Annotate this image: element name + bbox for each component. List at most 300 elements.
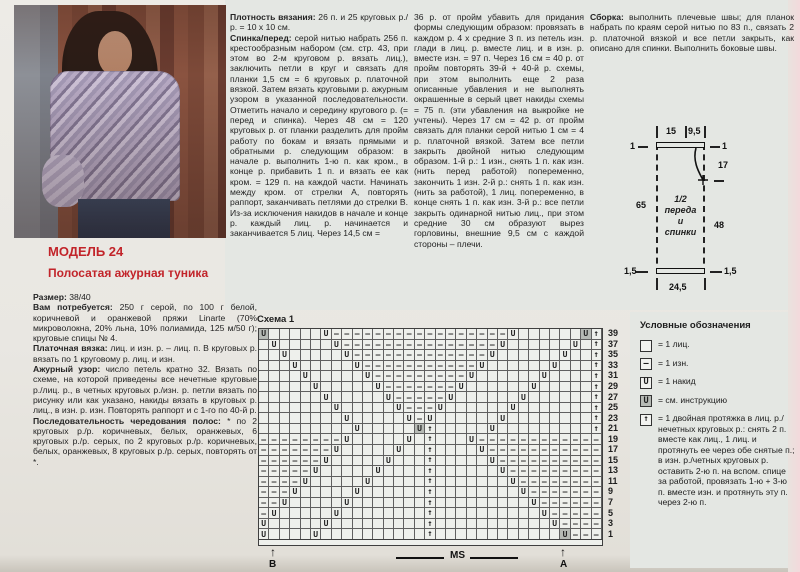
- chart-cell: [498, 392, 508, 403]
- chart-cell: [581, 361, 591, 372]
- chart-cell: [498, 403, 508, 414]
- chart-cell: [456, 413, 466, 424]
- chart-cell: [384, 371, 394, 382]
- chart-cell: [571, 508, 581, 519]
- chart-cell: [560, 382, 570, 393]
- chart-cell: [540, 487, 550, 498]
- chart-cell: [353, 361, 363, 372]
- chart-title: Схема 1: [257, 314, 295, 325]
- chart-cell: [425, 498, 435, 509]
- chart-cell: [488, 382, 498, 393]
- chart-cell: [259, 424, 269, 435]
- chart-cell: [592, 498, 602, 509]
- chart-cell: [415, 466, 425, 477]
- chart-cell: [477, 340, 487, 351]
- chart-cell: [519, 487, 529, 498]
- chart-cell: [290, 329, 300, 340]
- lace-chart: [258, 328, 619, 570]
- chart-cell: [269, 434, 279, 445]
- measure-bottom-right: 1,5: [724, 266, 737, 276]
- chart-cell: [508, 519, 518, 530]
- chart-cell: [508, 434, 518, 445]
- chart-cell: [581, 424, 591, 435]
- chart-cell: [488, 487, 498, 498]
- chart-cell: [259, 456, 269, 467]
- chart-cell: [384, 329, 394, 340]
- chart-cell: [508, 477, 518, 488]
- chart-cell: [404, 519, 414, 530]
- chart-cell: [290, 424, 300, 435]
- chart-cell: [301, 350, 311, 361]
- chart-cell: [290, 456, 300, 467]
- pattern-title: Полосатая ажурная туника: [48, 266, 209, 280]
- chart-cell: [332, 361, 342, 372]
- chart-cell: [301, 413, 311, 424]
- chart-cell: [269, 382, 279, 393]
- chart-cell: [404, 477, 414, 488]
- chart-cell: [353, 508, 363, 519]
- chart-cell: [508, 445, 518, 456]
- chart-cell: [436, 329, 446, 340]
- chart-cell: [540, 434, 550, 445]
- chart-cell: [384, 487, 394, 498]
- chart-cell: [301, 445, 311, 456]
- chart-cell: [571, 403, 581, 414]
- marker-b-arrow: ↑: [270, 545, 276, 559]
- chart-cell: [425, 403, 435, 414]
- chart-cell: [550, 340, 560, 351]
- instructions-column-2: [414, 12, 584, 249]
- chart-cell: [342, 413, 352, 424]
- chart-cell: [425, 519, 435, 530]
- legend-item: [640, 413, 796, 508]
- chart-cell: [373, 477, 383, 488]
- chart-row-number: 11: [608, 475, 618, 486]
- chart-cell: [436, 382, 446, 393]
- chart-cell: [550, 424, 560, 435]
- ms-line-2: [470, 557, 518, 559]
- chart-cell: [353, 340, 363, 351]
- chart-cell: [301, 508, 311, 519]
- chart-cell: [477, 392, 487, 403]
- chart-cell: [529, 371, 539, 382]
- chart-cell: [540, 424, 550, 435]
- chart-cell: [519, 424, 529, 435]
- chart-cell: [550, 487, 560, 498]
- chart-cell: [529, 424, 539, 435]
- chart-cell: [353, 413, 363, 424]
- chart-cell: [540, 477, 550, 488]
- chart-cell: [384, 445, 394, 456]
- chart-cell: [519, 350, 529, 361]
- chart-cell: [353, 382, 363, 393]
- chart-cell: [415, 392, 425, 403]
- chart-cell: [581, 340, 591, 351]
- chart-cell: [467, 434, 477, 445]
- chart-cell: [540, 340, 550, 351]
- paragraph-lead: Размер:: [33, 292, 67, 302]
- chart-cell: [373, 498, 383, 509]
- chart-cell: [446, 413, 456, 424]
- chart-cell: [332, 340, 342, 351]
- chart-cell: [384, 508, 394, 519]
- chart-cell: [488, 340, 498, 351]
- chart-cell: [394, 456, 404, 467]
- chart-cell: [488, 392, 498, 403]
- chart-cell: [373, 519, 383, 530]
- chart-cell: [269, 487, 279, 498]
- chart-cell: [321, 477, 331, 488]
- chart-cell: [321, 519, 331, 530]
- chart-cell: [404, 382, 414, 393]
- chart-cell: [332, 403, 342, 414]
- chart-cell: [571, 519, 581, 530]
- chart-cell: [259, 382, 269, 393]
- chart-cell: [301, 361, 311, 372]
- chart-cell: [384, 519, 394, 530]
- paragraph: Сборка: выполнить плечевые швы; для планок набрать по краям серой нитью по 83 п., связать 2 р. платочной вязкой и все петли закрыть, как описано для спинки. Выполнить боковые швы.: [590, 12, 794, 53]
- chart-cell: [446, 329, 456, 340]
- chart-cell: [301, 329, 311, 340]
- chart-cell: [404, 350, 414, 361]
- chart-cell: [311, 403, 321, 414]
- chart-cell: [456, 350, 466, 361]
- chart-cell: [404, 424, 414, 435]
- chart-cell: [508, 413, 518, 424]
- chart-cell: [311, 340, 321, 351]
- chart-cell: [332, 508, 342, 519]
- chart-cell: [404, 445, 414, 456]
- chart-cell: [488, 477, 498, 488]
- chart-cell: [540, 392, 550, 403]
- chart-cell: [384, 382, 394, 393]
- chart-cell: [280, 382, 290, 393]
- chart-cell: [321, 340, 331, 351]
- chart-cell: [519, 508, 529, 519]
- chart-cell: [498, 445, 508, 456]
- chart-cell: [467, 456, 477, 467]
- chart-cell: [415, 456, 425, 467]
- chart-row-number: 19: [608, 433, 619, 444]
- chart-cell: [529, 487, 539, 498]
- chart-cell: [373, 466, 383, 477]
- chart-cell: [342, 445, 352, 456]
- chart-cell: [456, 392, 466, 403]
- chart-cell: [363, 477, 373, 488]
- chart-cell: [456, 340, 466, 351]
- chart-cell: [290, 466, 300, 477]
- chart-cell: [550, 456, 560, 467]
- chart-cell: [550, 508, 560, 519]
- chart-cell: [321, 466, 331, 477]
- chart-cell: [415, 519, 425, 530]
- marker-b-label: В: [269, 559, 277, 570]
- chart-cell: [436, 434, 446, 445]
- chart-cell: [477, 498, 487, 509]
- chart-cell: [498, 361, 508, 372]
- chart-cell: [477, 413, 487, 424]
- legend-item: [640, 376, 796, 389]
- chart-cell: [592, 477, 602, 488]
- chart-cell: [280, 477, 290, 488]
- chart-cell: [519, 519, 529, 530]
- chart-cell: [353, 498, 363, 509]
- chart-cell: [592, 361, 602, 372]
- chart-cell: [269, 466, 279, 477]
- chart-cell: [477, 466, 487, 477]
- chart-cell: [269, 392, 279, 403]
- chart-cell: [342, 392, 352, 403]
- chart-cell: [280, 498, 290, 509]
- chart-row-number: 35: [608, 349, 619, 360]
- chart-cell: [259, 392, 269, 403]
- chart-cell: [404, 392, 414, 403]
- chart-cell: [342, 350, 352, 361]
- chart-cell: [560, 466, 570, 477]
- chart-cell: [332, 382, 342, 393]
- chart-cell: [342, 329, 352, 340]
- chart-cell: [384, 424, 394, 435]
- model-photo: [14, 5, 226, 238]
- chart-cell: [404, 329, 414, 340]
- model-number-heading: МОДЕЛЬ 24: [48, 244, 124, 259]
- chart-cell: [415, 477, 425, 488]
- chart-cell: [280, 371, 290, 382]
- chart-cell: [353, 487, 363, 498]
- chart-cell: [467, 403, 477, 414]
- chart-cell: [550, 392, 560, 403]
- chart-cell: [477, 371, 487, 382]
- chart-cell: [425, 424, 435, 435]
- chart-cell: [446, 487, 456, 498]
- chart-cell: [560, 477, 570, 488]
- chart-row-number: 7: [608, 497, 614, 508]
- chart-cell: [342, 498, 352, 509]
- chart-cell: [415, 424, 425, 435]
- chart-cell: [321, 329, 331, 340]
- chart-cell: [498, 434, 508, 445]
- chart-row-number: 29: [608, 381, 619, 391]
- chart-cell: [290, 403, 300, 414]
- chart-cell: [456, 329, 466, 340]
- chart-cell: [311, 350, 321, 361]
- chart-cell: [332, 466, 342, 477]
- chart-cell: [436, 477, 446, 488]
- chart-cell: [301, 371, 311, 382]
- chart-cell: [508, 350, 518, 361]
- chart-cell: [373, 340, 383, 351]
- chart-cell: [280, 508, 290, 519]
- chart-cell: [540, 445, 550, 456]
- chart-cell: [488, 329, 498, 340]
- paragraph-lead: Платочная вязка:: [33, 343, 108, 354]
- chart-cell: [373, 403, 383, 414]
- chart-cell: [436, 413, 446, 424]
- chart-cell: [592, 392, 602, 403]
- chart-cell: [259, 498, 269, 509]
- chart-cell: [581, 508, 591, 519]
- chart-cell: [592, 340, 602, 351]
- chart-cell: [415, 350, 425, 361]
- chart-cell: [321, 413, 331, 424]
- chart-cell: [373, 434, 383, 445]
- chart-cell: [311, 392, 321, 403]
- chart-cell: [321, 487, 331, 498]
- chart-cell: [560, 392, 570, 403]
- chart-cell: [394, 519, 404, 530]
- chart-cell: [519, 456, 529, 467]
- chart-cell: [592, 487, 602, 498]
- chart-cell: [415, 329, 425, 340]
- chart-cell: [394, 466, 404, 477]
- chart-cell: [467, 361, 477, 372]
- chart-cell: [301, 519, 311, 530]
- chart-cell: [436, 340, 446, 351]
- chart-cell: [425, 434, 435, 445]
- chart-cell: [269, 508, 279, 519]
- chart-cell: [436, 424, 446, 435]
- chart-cell: [519, 434, 529, 445]
- chart-cell: [259, 434, 269, 445]
- chart-cell: [508, 508, 518, 519]
- chart-cell: [425, 413, 435, 424]
- legend-item: [640, 358, 796, 371]
- chart-cell: [415, 340, 425, 351]
- chart-cell: [311, 413, 321, 424]
- chart-cell: [311, 371, 321, 382]
- legend-item: [640, 395, 796, 408]
- chart-cell: [550, 329, 560, 340]
- chart-cell: [353, 445, 363, 456]
- chart-cell: [581, 382, 591, 393]
- chart-cell: [373, 445, 383, 456]
- chart-cell: [363, 392, 373, 403]
- chart-cell: [353, 456, 363, 467]
- measure-right-height: 48: [714, 220, 725, 230]
- chart-cell: [467, 329, 477, 340]
- chart-cell: [415, 361, 425, 372]
- chart-cell: [467, 519, 477, 530]
- chart-cell: [446, 456, 456, 467]
- chart-cell: [404, 371, 414, 382]
- chart-cell: [456, 361, 466, 372]
- chart-cell: [592, 413, 602, 424]
- tick: [714, 180, 724, 182]
- chart-cell: [425, 466, 435, 477]
- chart-row-number: 21: [608, 423, 619, 434]
- chart-cell: [394, 434, 404, 445]
- chart-cell: [425, 487, 435, 498]
- chart-cell: [571, 487, 581, 498]
- chart-cell: [384, 403, 394, 414]
- chart-cell: [290, 371, 300, 382]
- chart-cell: [280, 466, 290, 477]
- chart-cell: [332, 392, 342, 403]
- chart-cell: [321, 392, 331, 403]
- legend-item-text: = 1 лиц.: [658, 339, 690, 349]
- chart-cell: [332, 413, 342, 424]
- chart-cell: [290, 413, 300, 424]
- chart-cell: [280, 361, 290, 372]
- chart-cell: [550, 371, 560, 382]
- chart-cell: [342, 456, 352, 467]
- paragraph: Плотность вязания: 26 п. и 25 круговых р./р. = 10 х 10 см.: [230, 12, 408, 33]
- chart-cell: [363, 498, 373, 509]
- chart-cell: [311, 445, 321, 456]
- paragraph: Спинка/перед: серой нитью набрать 256 п. крестообразным набором (см. стр. 43, при этом во 2-м круговом р. вязать лиц.), заключить петли в круг и связать для планки 1,5 см = 6 круговых р. платочной вязкой. Затем вязать круговыми р. ажурным узором в указанной последовательности. Отметить начало и середину кругового р. (= перед и спинка). Через 48 см = 120 круговых р. от планки разделить для пройм работу по бокам и вязать прямыми и обратными р. следующим образом: в начале р. выполнить 1-ю п. как кром., в конце р. прибавить 1 п. и вязать ее как кром. = 129 п. на каждой части. Начинать между кром. от стрелки А, повторять раппорт, заканчивать петлями до стрелки В. Из-за исключения накидов в начале и конце р. каждый лиц. р. начинается и заканчивается 5 лиц. Через 14,5 см =: [230, 32, 408, 239]
- paragraph: Размер: 38/40: [33, 292, 91, 302]
- chart-cell: [488, 350, 498, 361]
- chart-cell: [540, 466, 550, 477]
- chart-cell: [290, 434, 300, 445]
- chart-cell: [519, 413, 529, 424]
- chart-cell: [560, 361, 570, 372]
- chart-cell: [456, 508, 466, 519]
- chart-cell: [529, 519, 539, 530]
- chart-cell: [508, 456, 518, 467]
- chart-cell: [488, 466, 498, 477]
- chart-cell: [519, 403, 529, 414]
- chart-cell: [384, 350, 394, 361]
- chart-cell: [290, 340, 300, 351]
- chart-cell: [342, 340, 352, 351]
- chart-cell: [446, 382, 456, 393]
- chart-cell: [529, 340, 539, 351]
- chart-cell: [269, 329, 279, 340]
- chart-cell: [498, 424, 508, 435]
- measure-bottom-left: 1,5: [624, 266, 637, 276]
- chart-cell: [436, 456, 446, 467]
- chart-cell: [467, 487, 477, 498]
- arrow-symbol-icon: ↑: [640, 414, 652, 426]
- chart-cell: [425, 371, 435, 382]
- chart-cell: [269, 403, 279, 414]
- chart-cell: [560, 424, 570, 435]
- chart-cell: [404, 456, 414, 467]
- chart-cell: [456, 434, 466, 445]
- chart-cell: [529, 477, 539, 488]
- chart-cell: [560, 329, 570, 340]
- chart-cell: [363, 329, 373, 340]
- chart-cell: [592, 424, 602, 435]
- chart-cell: [456, 382, 466, 393]
- chart-cell: [384, 392, 394, 403]
- chart-cell: [353, 434, 363, 445]
- chart-cell: [467, 424, 477, 435]
- paragraph-lead: Последовательность чередования полос:: [33, 415, 221, 426]
- chart-cell: [259, 508, 269, 519]
- chart-cell: [550, 477, 560, 488]
- chart-row-number: 1: [608, 528, 614, 539]
- chart-cell: [529, 329, 539, 340]
- chart-cell: [592, 382, 602, 393]
- chart-cell: [280, 434, 290, 445]
- chart-cell: [508, 498, 518, 509]
- chart-cell: [321, 424, 331, 435]
- chart-cell: [488, 424, 498, 435]
- legend-item-text: = 1 двойная протяжка в лиц. р./нечетных круговых р.: снять 2 п. вместе как лиц., 1 лиц. и протянуть ее через обе снятые п.; в изн. р./четных круговых р. оставить 2-ю п. на вспом. спице за работой, провязать 1-ю + 3-ю п. вместе изн. и протянуть эту п. через 2-ю п.: [658, 413, 795, 507]
- chart-cell: [488, 508, 498, 519]
- chart-cell: [425, 477, 435, 488]
- chart-cell: [280, 403, 290, 414]
- chart-cell: [436, 392, 446, 403]
- chart-cell: [529, 498, 539, 509]
- chart-cell: [550, 519, 560, 530]
- paragraph-lead: Плотность вязания:: [230, 12, 316, 22]
- chart-cell: [363, 424, 373, 435]
- chart-cell: [592, 445, 602, 456]
- chart-cell: [467, 445, 477, 456]
